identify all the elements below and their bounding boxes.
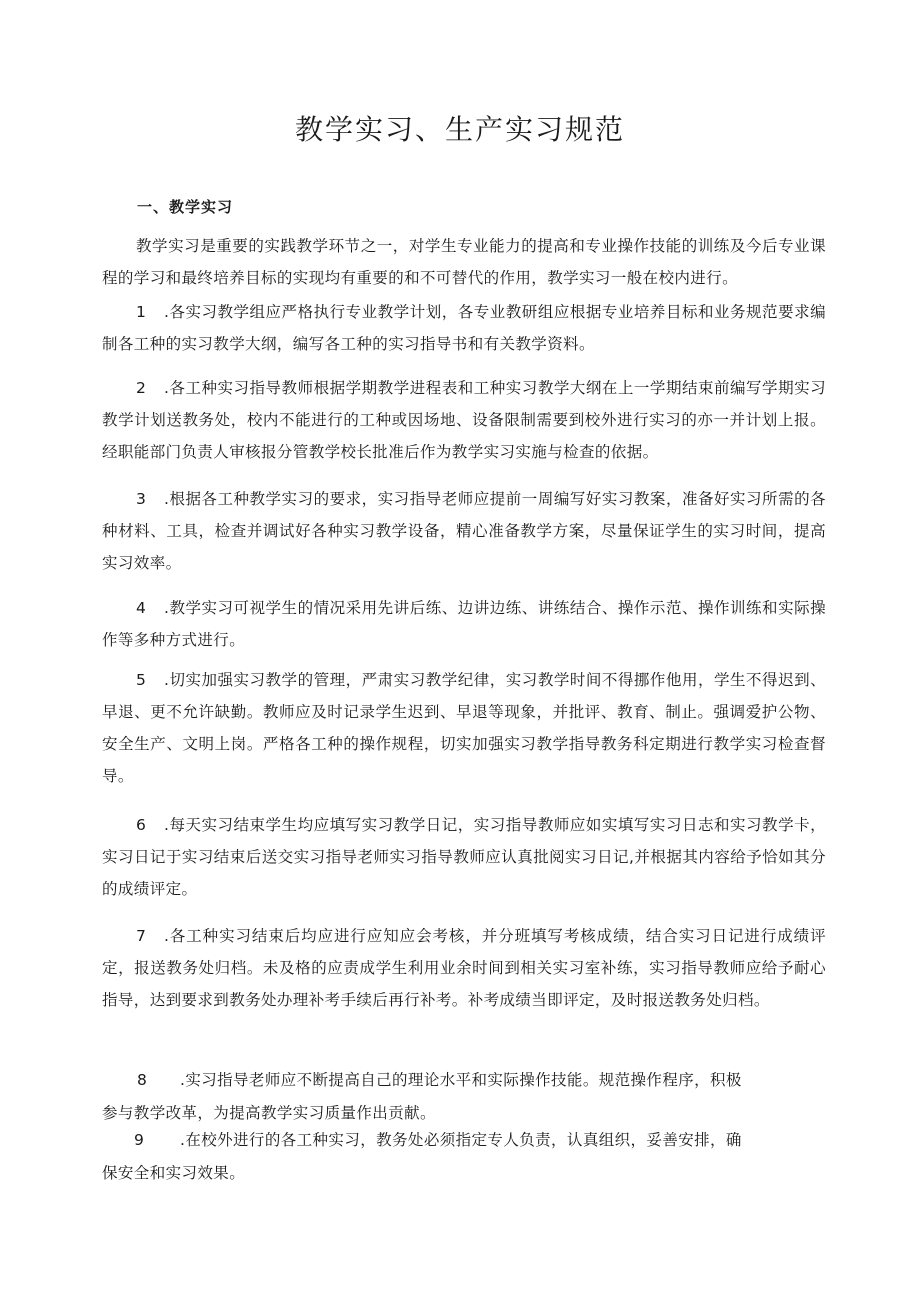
item-text: .各工种实习指导教师根据学期教学进程表和工种实习教学大纲在上一学期结束前编写学期实习教学计划送教务处，校内不能进行的工种或因场地、设备限制需要到校外进行实习的亦一并计划上报。经职能部门负责人审核报分管教学校长批准后作为教学实习实施与检查的依据。 <box>102 379 826 461</box>
item-number: 2 <box>136 379 147 397</box>
item-number: 1 <box>136 303 147 321</box>
item-text-line: .在校外进行的各工种实习，教务处必须指定专人负责，认真组织，妥善安排，确 <box>180 1131 742 1149</box>
item-text: .教学实习可视学生的情况采用先讲后练、边讲边练、讲练结合、操作示范、操作训练和实际操作等多种方式进行。 <box>102 599 826 649</box>
item-text: .每天实习结束学生均应填写实习教学日记，实习指导教师应如实填写实习日志和实习教学卡，实习日记于实习结束后送交实习指导老师实习指导教师应认真批阅实习日记,并根据其内容给予恰如其分的成绩评定。 <box>102 816 826 898</box>
item-text: .各实习教学组应严格执行专业教学计划，各专业教研组应根据专业培养目标和业务规范要求编制各工种的实习教学大纲，编写各工种的实习指导书和有关教学资料。 <box>102 303 826 353</box>
list-item <box>102 592 826 656</box>
item-text-line: .实习指导老师应不断提高自己的理论水平和实际操作技能。规范操作程序，积极 <box>180 1071 742 1089</box>
item-number: 7 <box>136 927 147 945</box>
item-text-line: 保安全和实习效果。 <box>102 1164 246 1182</box>
page-title: 教学实习、生产实习规范 <box>294 113 625 146</box>
item-number: 9 <box>134 1131 145 1149</box>
section-heading: 一、教学实习 <box>137 198 234 216</box>
list-item <box>102 664 826 792</box>
item-number: 5 <box>136 671 147 689</box>
list-item <box>102 483 826 579</box>
list-item <box>102 296 826 360</box>
item-text: .根据各工种教学实习的要求，实习指导老师应提前一周编写好实习教案，准备好实习所需的各种材料、工具，检查并调试好各种实习教学设备，精心准备教学方案，尽量保证学生的实习时间，提高实习效率。 <box>102 490 826 572</box>
item-number: 4 <box>136 599 147 617</box>
item-number: 3 <box>136 490 147 508</box>
list-item <box>102 920 826 1016</box>
item-number: 8 <box>137 1071 148 1089</box>
list-item <box>102 809 826 905</box>
item-text-line: 参与教学改革，为提高教学实习质量作出贡献。 <box>102 1104 436 1122</box>
intro-paragraph: 教学实习是重要的实践教学环节之一，对学生专业能力的提高和专业操作技能的训练及今后专业课程的学习和最终培养目标的实现均有重要的和不可替代的作用，教学实习一般在校内进行。 <box>102 237 826 287</box>
list-item <box>102 372 826 468</box>
item-text: .各工种实习结束后均应进行应知应会考核，并分班填写考核成绩，结合实习日记进行成绩评定，报送教务处归档。未及格的应责成学生利用业余时间到相关实习室补练，实习指导教师应给予耐心指导，达到要求到教务处办理补考手续后再行补考。补考成绩当即评定，及时报送教务处归档。 <box>102 927 826 1009</box>
item-number: 6 <box>136 816 147 834</box>
item-text: .切实加强实习教学的管理，严肃实习教学纪律，实习教学时间不得挪作他用，学生不得迟到、早退、更不允许缺勤。教师应及时记录学生迟到、早退等现象，并批评、教育、制止。强调爱护公物、安全生产、文明上岗。严格各工种的操作规程，切实加强实习教学指导教务科定期进行教学实习检查督导。 <box>102 671 826 785</box>
